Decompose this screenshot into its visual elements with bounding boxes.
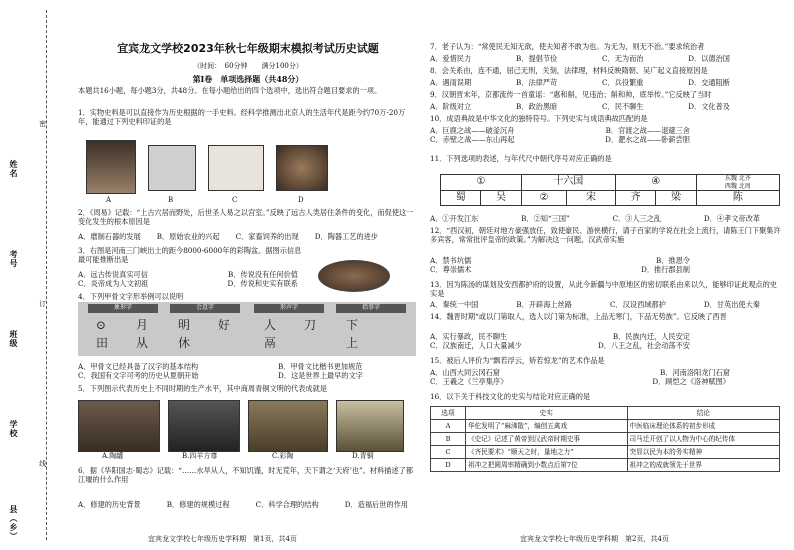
dynasty-timeline	[440, 174, 780, 206]
q14-option-c[interactable]: C．汉族南迁，人口大量减少	[430, 341, 522, 350]
timeline-cell: ①	[441, 175, 522, 191]
binding-margin	[0, 0, 70, 550]
q13-option-a[interactable]: A．秦统一中国	[430, 300, 479, 309]
timeline-cell: ④	[615, 175, 696, 191]
question-6: 6．据《华阳国志·蜀志》记载：“……水旱从人，不知饥馑，时无荒年，天下谓之‘天府’也”。材料描述了都江堰的什么作用	[78, 466, 414, 484]
seal-mark: 密	[38, 120, 47, 127]
q10-options	[430, 126, 690, 144]
q7-option-c[interactable]: C．无为而治	[602, 54, 644, 63]
q7-option-a[interactable]: A．爱惜民力	[430, 54, 472, 63]
question-12: 12．“西汉初，朝廷对地方豪强放任，致使豪民、游侠横行，请子百家的学说在社会上流行，请陈王门下聚集许多宾客，常常批评皇帝的政策。”为解决这一问题，汉武帝实施	[430, 226, 781, 244]
bead-necklace-image	[208, 145, 264, 191]
timeline-cell: 东魏 北齐 西魏 北周	[696, 175, 779, 191]
oracle-glyph: 下	[346, 318, 359, 332]
q7-option-d[interactable]: D．以德治国	[688, 54, 730, 63]
q11-option-d[interactable]: D．④孝文帝改革	[703, 214, 760, 223]
table-row[interactable]: A 华佗发明了“麻沸散”，编创五禽戏 中医临床理论体系的初步形成	[431, 420, 780, 433]
exam-title: 宜宾龙文学校2023年秋七年级期末模拟考试历史试题	[117, 42, 379, 55]
bronze-vessel-image	[336, 400, 404, 452]
timeline-cell: 蜀	[441, 191, 481, 206]
q3-option-b[interactable]: B．传说没有任何价值	[228, 270, 298, 279]
q12-options	[430, 256, 690, 274]
oracle-glyph: 鬲	[264, 336, 277, 350]
oracle-glyph: 休	[178, 336, 191, 350]
q7-options	[430, 54, 730, 63]
page-one-footer: 宜宾龙文学校七年级历史学科期 第1页，共4页	[148, 535, 297, 543]
q10-option-d[interactable]: D．淝水之战——卧薪尝胆	[605, 135, 690, 144]
q11-option-c[interactable]: C．③人三之乱	[612, 214, 662, 223]
oracle-glyph: ⊙	[96, 318, 107, 332]
q15-option-c[interactable]: C．王羲之《兰亭集序》	[430, 377, 508, 386]
q13-option-b[interactable]: B．开辟海上丝路	[516, 300, 572, 309]
q10-option-a[interactable]: A．巨鹿之战——破釜沉舟	[430, 126, 515, 135]
class-label: 班级	[9, 330, 19, 348]
oracle-glyph: 从	[136, 336, 149, 350]
q4-option-a[interactable]: A．甲骨文已经具备了汉字的基本结构	[78, 362, 199, 371]
q10-option-b[interactable]: B．官渡之战——退避三舍	[605, 126, 690, 135]
q3-option-d[interactable]: D．传说和史实有联系	[227, 279, 298, 288]
pottery-image	[276, 145, 328, 191]
q13-options	[430, 300, 760, 309]
school-label: 学校	[9, 420, 19, 438]
q3-options	[78, 270, 298, 288]
oracle-glyph: 月	[136, 318, 149, 332]
question-4: 4．下列甲骨文字形举例可以说明	[78, 292, 184, 301]
q1-option-c[interactable]: C	[232, 196, 238, 204]
q6-option-b[interactable]: B．修建的规模过程	[166, 500, 230, 509]
timeline-cell: 十六国	[521, 175, 615, 191]
q2-option-d[interactable]: D．陶器工艺的进步	[314, 232, 378, 241]
table-row[interactable]: D 祖冲之把圆周率精确到小数点后第7位 祖冲之的成就领先于世界	[431, 459, 780, 472]
question-14: 14．魏晋时期“或以门第取人，选人以门第为标准，上品无寒门，下品无势族”。它反映了西晋	[430, 312, 727, 321]
q6-options	[78, 500, 408, 509]
question-2: 2．《周易》记载：“上古穴居而野处，后世圣人易之以宫室。”反映了远古人类居住条件的变化，而促使这一变化发生的根本原因是	[78, 208, 414, 226]
q7-option-b[interactable]: B．提倡节俭	[515, 54, 558, 63]
page-one	[78, 0, 416, 550]
pottery-jar-image	[78, 400, 160, 452]
q1-option-a[interactable]: A	[106, 196, 112, 204]
q4-option-d[interactable]: D．这是世界上最早的文字	[278, 371, 363, 380]
q3-option-c[interactable]: C．炎帝成为人文初祖	[78, 279, 149, 288]
q4-options	[78, 362, 408, 380]
q11-options	[430, 214, 760, 223]
q6-option-c[interactable]: C．科学合理的结构	[255, 500, 319, 509]
oracle-head-pictograph: 象形字	[88, 304, 158, 313]
painted-pottery-basin-image	[318, 260, 390, 292]
q13-option-d[interactable]: D．甘英出使大秦	[703, 300, 760, 309]
q1-option-b[interactable]: B	[168, 196, 174, 204]
oracle-glyph: 田	[96, 336, 109, 350]
q8-option-b[interactable]: B．法律严苛	[515, 78, 558, 87]
q1-option-d[interactable]: D	[298, 196, 304, 204]
q5-option-d[interactable]: D.青铜	[352, 452, 374, 460]
q6-option-d[interactable]: D．造福后世的作用	[344, 500, 408, 509]
q3-option-a[interactable]: A．远古传说真实可信	[78, 270, 148, 279]
stone-tools-image	[148, 145, 196, 191]
q12-option-d[interactable]: D．推行郡县制	[641, 265, 690, 274]
table-head-conclusion: 结论	[627, 407, 779, 420]
question-5: 5．下列图示代表历史上不同时期的生产水平，其中商周青铜文明的代表成就是	[78, 384, 327, 393]
timeline-cell: 齐	[615, 191, 655, 206]
q8-option-d[interactable]: D．交通阻断	[688, 78, 730, 87]
oracle-bone-table	[78, 302, 416, 356]
four-ram-square-zun-image	[168, 400, 240, 452]
question-3: 3．右图是河南三门峡出土的距今8000-6000年的彩陶盆。据图示信息最可能推断出是	[78, 246, 302, 264]
question-13: 13．因为陈汤的谋划及安西都护府的设置，从此今新疆与中原地区的密切联系由来以久，能够印证此观点的史实是	[430, 280, 777, 298]
q13-option-c[interactable]: C．汉设西域都护	[610, 300, 666, 309]
exam-number-label: 考号	[9, 250, 19, 268]
q9-option-c[interactable]: C．民不聊生	[602, 102, 644, 111]
oracle-glyph: 好	[218, 318, 231, 332]
q6-option-a[interactable]: A．修建的历史背景	[78, 500, 141, 509]
q15-option-a[interactable]: A．山西大同云冈石窟	[430, 368, 500, 377]
oracle-head-phonogram: 形声字	[254, 304, 324, 313]
q11-option-b[interactable]: B．②知“三国”	[521, 214, 570, 223]
oracle-glyph: 刀	[304, 318, 317, 332]
q5-option-a[interactable]: A.陶罐	[102, 452, 124, 460]
q5-option-b[interactable]: B.四羊方尊	[182, 452, 218, 460]
q14-option-a[interactable]: A．实行暴政，民不聊生	[430, 332, 508, 341]
q14-option-d[interactable]: D．八王之乱，社会动荡不安	[597, 341, 690, 350]
question-10: 10．成语典故是中华文化的独特符号。下列史实与成语典故匹配的是	[430, 114, 648, 123]
question-16: 16．以下关于科技文化的史实与结论对应正确的是	[430, 392, 591, 401]
q9-option-d[interactable]: D．文化普及	[688, 102, 730, 111]
oracle-head-ideograph: 会意字	[170, 304, 240, 313]
q2-option-c[interactable]: C．家畜饲养的出现	[235, 232, 299, 241]
q2-option-b[interactable]: B．原始农业的兴起	[156, 232, 220, 241]
q8-option-a[interactable]: A．遇雨误期	[430, 78, 472, 87]
oracle-head-indicative: 指事字	[336, 304, 406, 313]
q15-option-b[interactable]: B．河南洛阳龙门石窟	[660, 368, 730, 377]
q9-option-b[interactable]: B．政治黑暗	[515, 102, 558, 111]
q9-option-a[interactable]: A．阶级对立	[430, 102, 472, 111]
question-11: 11．下列选项的表述，与年代尺中朝代序号对应正确的是	[430, 154, 612, 163]
question-1: 1．实物史料是可以直接作为历史根据的一手史料。经科学推测出北京人的生活年代是距今约70万-20万年，能通过下列史料印证的是	[78, 108, 406, 126]
peking-man-image	[86, 140, 136, 194]
timeline-cell: 陈	[696, 191, 779, 206]
bind-mark: 订	[38, 300, 47, 307]
q2-option-a[interactable]: A．磨制石器的发展	[78, 232, 141, 241]
q12-option-c[interactable]: C．尊崇儒术	[430, 265, 472, 274]
q9-options	[430, 102, 730, 111]
q14-options	[430, 332, 690, 350]
q14-option-b[interactable]: B．民族内迁，人民安定	[612, 332, 690, 341]
exam-subtitle: （时间： 60分钟 满分100分）	[193, 62, 303, 70]
q4-option-b[interactable]: B．甲骨文比楷书更加规范	[278, 362, 363, 371]
page-two-footer: 宜宾龙文学校七年级历史学科期 第2页，共4页	[520, 535, 669, 543]
line-mark: 线	[38, 460, 47, 467]
table-row[interactable]: C 《齐民要术》“顺天之时，量地之力” 突显以民为本的务实精神	[431, 446, 780, 459]
question-8: 8．会关系由，连不通，屈己无刑，关刻，法律理，材料反映隋朝、吴广起义直接原因是	[430, 66, 708, 75]
question-15: 15．被后人评价为“飘若浮云，矫若惊龙”的艺术作品是	[430, 356, 605, 365]
q15-options	[430, 368, 730, 386]
timeline-cell: 梁	[656, 191, 696, 206]
q4-option-c[interactable]: C．我国有文字可考的历史从夏朝开始	[78, 371, 199, 380]
q15-option-d[interactable]: D．顾恺之《洛神赋图》	[652, 377, 730, 386]
timeline-cell: ②	[521, 191, 566, 206]
name-label: 姓名	[9, 160, 19, 178]
q11-option-a[interactable]: A．①开发江东	[430, 214, 479, 223]
q2-options	[78, 232, 378, 241]
oracle-glyph: 上	[346, 336, 359, 350]
q5-option-c[interactable]: C.彩陶	[272, 452, 294, 460]
q12-option-a[interactable]: A．禁书坑儒	[430, 256, 472, 265]
county-label: 县（乡）	[9, 505, 19, 541]
oracle-glyph: 明	[178, 318, 191, 332]
table-head-option: 选项	[431, 407, 466, 420]
q8-option-c[interactable]: C．兵役繁重	[602, 78, 644, 87]
oracle-glyph: 人	[264, 318, 277, 332]
instructions: 本题共16小题，每小题3分，共48分。在每小题给出的四个选项中，选出符合题目要求的一项。	[78, 86, 382, 95]
timeline-cell: 吴	[481, 191, 521, 206]
table-head-fact: 史实	[466, 407, 628, 420]
table-row[interactable]: B 《史记》记述了黄帝到汉武帝时期史事 司马迁开创了以人物为中心的纪传体	[431, 433, 780, 446]
page-two	[430, 0, 782, 550]
fact-conclusion-table	[430, 406, 780, 472]
timeline-cell: 宋	[567, 191, 616, 206]
q10-option-c[interactable]: C．赤壁之战——东山再起	[430, 135, 515, 144]
q8-options	[430, 78, 730, 87]
question-9: 9．汉朝晋末年，京都流传一首童谣：“惠和斛，见违治；斛和帅，底举传。”它反映了当时	[430, 90, 712, 99]
question-7: 7．老子认为：“常使民无知无欲，使夫知者不敢为也。为无为，则无不治。”要求统治者	[430, 42, 705, 51]
q12-option-b[interactable]: B．推恩令	[655, 256, 690, 265]
painted-pottery-image	[248, 400, 328, 452]
section-heading: 第Ⅰ卷 单项选择题（共48分）	[192, 74, 304, 84]
